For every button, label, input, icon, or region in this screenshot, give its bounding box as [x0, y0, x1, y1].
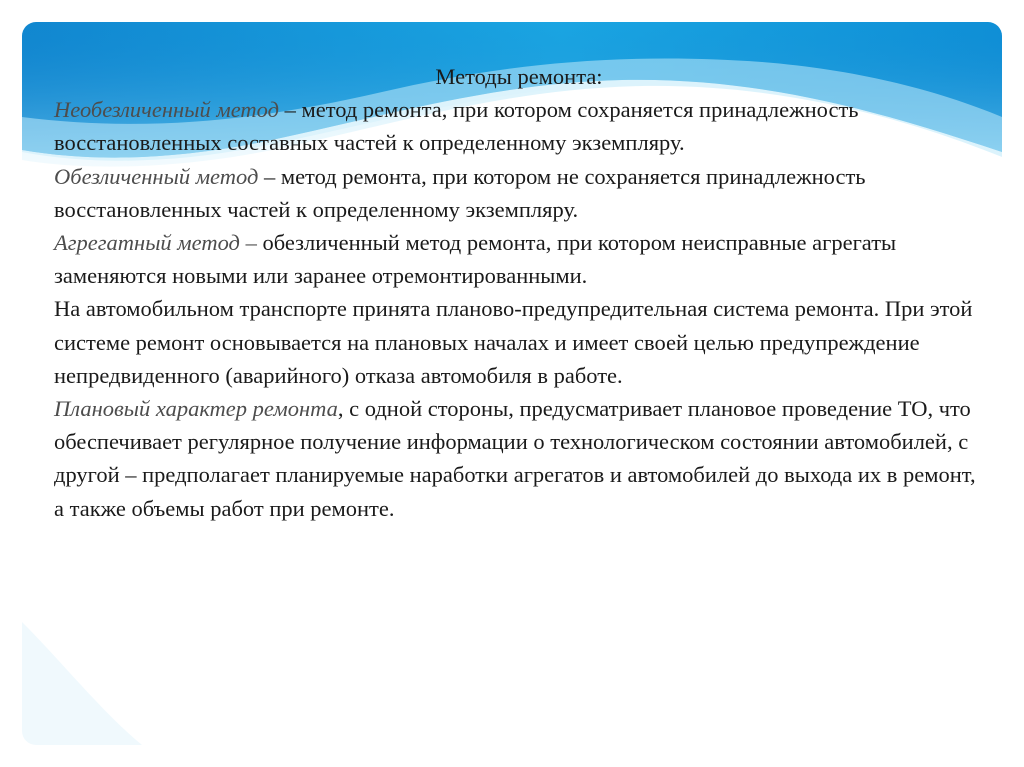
term-nonimpersonal-method: Необезличенный метод: [54, 97, 279, 123]
slide-content: [54, 60, 984, 525]
paragraph-planned-repair: [54, 392, 984, 525]
slide-title: Методы ремонта:: [435, 64, 603, 89]
term-impersonal-method: Обезличенный метод: [54, 163, 259, 189]
paragraph-aggregate-method: [54, 226, 984, 292]
slide-card: [22, 22, 1002, 745]
definition-aggregate-method: обезличенный метод ремонта, при котором неисправные агрегаты заменяются новыми или заранее отремонтированными.: [54, 230, 897, 289]
definition-impersonal-method: – метод ремонта, при котором не сохраняется принадлежность восстановленных частей к определенному экземпляру.: [54, 163, 866, 222]
paragraph-impersonal-method: [54, 160, 984, 226]
text-preventive-system: На автомобильном транспорте принята планово-предупредительная система ремонта. При этой системе ремонт основывается на плановых началах и имеет своей целью предупреждение непредвиденного (аварийного) отказа автомобиля в работе.: [54, 296, 973, 388]
term-aggregate-method: Агрегатный метод –: [54, 230, 257, 256]
paragraph-preventive-system: [54, 292, 984, 392]
paragraph-nonimpersonal-method: [54, 93, 984, 159]
term-planned-repair: Плановый характер ремонта: [54, 396, 338, 422]
definition-nonimpersonal-method: – метод ремонта, при котором сохраняется принадлежность восстановленных составных частей к определенному экземпляру.: [54, 97, 859, 156]
definition-planned-repair: , с одной стороны, предусматривает плановое проведение ТО, что обеспечивает регулярное получение информации о технологическом состоянии автомобилей, с другой – предполагает планируемые наработки агрегатов и автомобилей до выхода их в ремонт, а также объемы работ при ремонте.: [54, 396, 976, 521]
